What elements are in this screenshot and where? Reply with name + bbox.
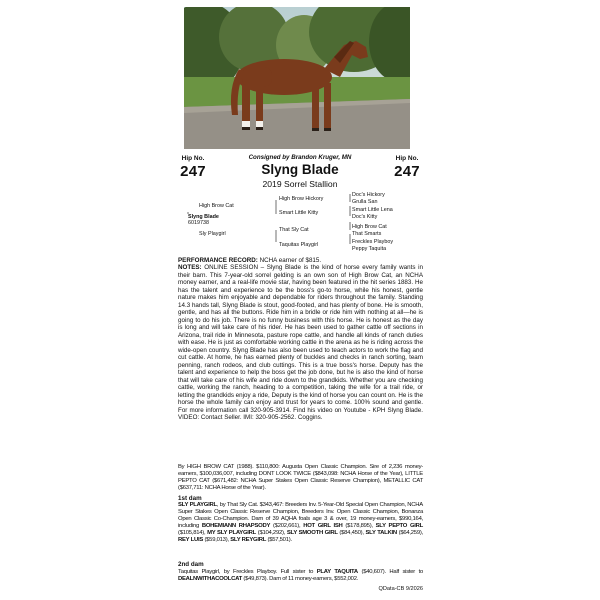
offspring-name: SLY PEPTO GIRL <box>375 523 424 530</box>
second-dam-text: ($49,873). Dam of 11 money-earners, $552,002. <box>242 576 359 583</box>
data-source-footer: QData-CB 9/2026 <box>378 586 423 592</box>
ped-g3-4: Doc's Kitty <box>352 214 378 220</box>
offspring-earnings: ($64,259), <box>396 530 423 537</box>
ped-sire-sire: High Brow Hickory <box>279 196 324 202</box>
hip-number: 247 <box>394 163 420 180</box>
first-dam-text: , by That Sly Cat. $343,467: Breeders Inv. 5-Year-Old Special Open Champion, NCHA Super Stakes Open Classic Reserve Champion, Breeders Inv. Open Classic Champion, Bonanza Open Classic Co-Champion. Dam of 39 AQHA foals age 3 & over, 19 money-earners, $990,164, including <box>178 502 423 530</box>
notes-text: ONLINE SESSION – Slyng Blade is the kind of horse every family wants in their barn. This 7-year-old sorrel gelding is an own son of High Brow Cat, an NCHA money earner, and a real-life movie star, having been featured in the hit series 1883. He has the talent and experience to be the boss's go-to horse, while his honest, gentle nature makes him enjoyable and dependable for riders throughout the family. Standing 14.3 hands tall, Slyng Blade is stout, good-footed, and has plenty of bone. He is smooth, gentle, and has all the buttons. Ride him in a bridle or ride him with nothing at all—he is going to do his job. There is no funny business with this horse. He is honest as the day is long and will take care of his rider. He has been used to gather cattle off sections in Arizona, trail ride in Minnesota, pasture rope cattle, and handle all kinds of ranch duties with ease. He is just as comfortable working cattle in the arena as he is riding across the wide-open country. Slyng Blade has also been used to teach actors to work the flag and cut cattle. At home, he has earned plenty of buckles and checks in ranch sorting, team penning, ranch rodeos, and club cuttings. This is a true boss's horse. Deputy has the talent and experience to help the boss get the job done, but he is also the kind of horse that will take care of his wife and ride down to the grandkids. Whether you are checking cattle, working the ranch, heading to a competition, taking the wife for a trail ride, or letting the grandkids enjoy a ride, Deputy is the kind of horse you can count on. He is the horse the whole family can enjoy and trust for years to come. 100% sound and gentle. For more information call 320-905-3914. Find his video on Youtube - KPH Slyng Blade. VIDEO: Contact Seller. IMI: 320-905-2562. Coggins. <box>178 264 423 421</box>
sire-record <box>178 464 423 492</box>
hip-label: Hip No. <box>181 155 205 162</box>
first-dam-name: SLY PLAYGIRL <box>178 502 217 508</box>
offspring-name: SLY REYGIRL <box>230 537 267 544</box>
ped-subject: Slyng Blade <box>188 214 219 220</box>
consignor-line: Consigned by Brandon Kruger, MN <box>248 154 352 161</box>
offspring-name: HOT GIRL ISH <box>303 523 343 530</box>
sire-record-text: By HIGH BROW CAT (1988). $110,800: Augusta Open Classic Champion. Sire of 2,236 money-earners, $100,036,007, including DONT LOOK TWICE ($843,098: NCHA Horse of the Year), LITTLE PEPTO CAT ($671,482: NCHA Super Stakes Open Classic Reserve Champion), METALLIC CAT ($637,711: NCHA Horse of the Year). <box>178 464 423 492</box>
second-dam-text: ($40,607). Half sister to <box>357 569 423 575</box>
ped-g3-2: Grulla San <box>352 199 378 205</box>
ped-g3-1: Doc's Hickory <box>352 192 385 198</box>
horse-description: 2019 Sorrel Stallion <box>262 179 338 189</box>
hip-number: 247 <box>180 163 206 180</box>
ped-dam-dam: Taquitas Playgirl <box>279 242 319 248</box>
offspring-earnings: ($105,814), <box>178 530 208 537</box>
offspring-earnings: ($57,501). <box>266 537 292 544</box>
offspring-name: REY LUIS <box>178 537 204 544</box>
second-dam-text: Taquitas Playgirl, by Freckles Playboy. Full sister to <box>178 569 317 575</box>
ped-g3-5: High Brow Cat <box>352 224 387 230</box>
offspring-name: SLY SMOOTH GIRL <box>286 530 338 537</box>
offspring-earnings: ($84,450), <box>337 530 366 537</box>
ped-g3-3: Smart Little Lena <box>352 207 393 213</box>
ped-sire-dam: Smart Little Kitty <box>279 210 319 216</box>
ped-g3-8: Peppy Taquita <box>352 246 387 252</box>
notes-section <box>178 264 423 422</box>
offspring-name: DEALNWITHACOOLCAT <box>178 576 243 583</box>
offspring-name: PLAY TAQUITA <box>316 569 358 575</box>
second-dam-label: 2nd dam <box>178 561 204 568</box>
offspring-earnings: ($178,895), <box>342 523 376 530</box>
offspring-earnings: ($202,661), <box>270 523 304 530</box>
first-dam-label: 1st dam <box>178 495 202 502</box>
ped-sire: High Brow Cat <box>199 203 234 209</box>
ped-g3-6: That Smarts <box>352 231 382 237</box>
horse-photo <box>184 7 410 149</box>
ped-dam: Sly Playgirl <box>199 231 226 237</box>
ped-reg-no: 6019738 <box>188 220 209 226</box>
offspring-name: BOHEMIANN RHAPSODY <box>201 523 271 530</box>
first-dam-record <box>178 502 423 545</box>
performance-label: PERFORMANCE RECORD: <box>178 257 258 264</box>
offspring-name: MY SLY PLAYGIRL <box>207 530 257 537</box>
second-dam-record <box>178 569 423 583</box>
notes-label: NOTES: <box>178 264 202 271</box>
performance-text: NCHA earner of $815. <box>257 257 322 264</box>
offspring-name: SLY TALKIN <box>365 530 397 537</box>
horse-photo-icon <box>184 7 410 149</box>
offspring-earnings: ($59,013), <box>203 537 231 544</box>
hip-label: Hip No. <box>395 155 419 162</box>
offspring-earnings: ($104,292), <box>256 530 287 537</box>
horse-name: Slyng Blade <box>261 162 339 177</box>
ped-g3-7: Freckles Playboy <box>352 239 394 245</box>
ped-dam-sire: That Sly Cat <box>279 227 309 233</box>
